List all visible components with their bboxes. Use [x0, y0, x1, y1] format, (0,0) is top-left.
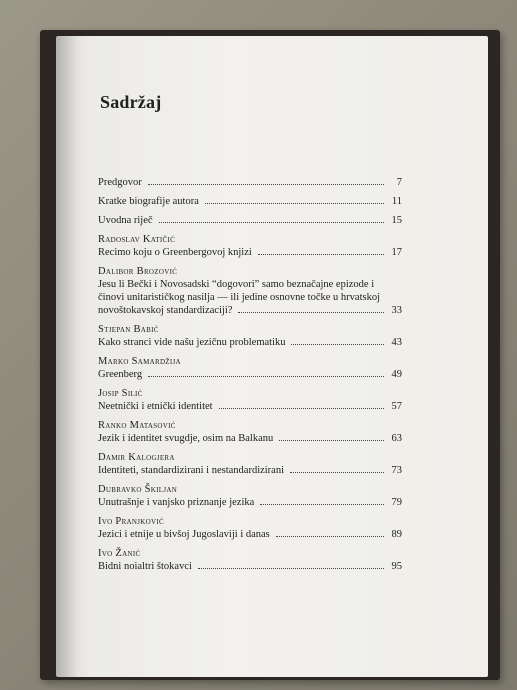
toc-page-number: 89 [391, 529, 402, 540]
toc-title: Greenberg [98, 369, 143, 380]
page-title: Sadržaj [100, 92, 162, 112]
toc-title: Neetnički i etnički identitet [98, 401, 213, 412]
dot-leader [148, 184, 384, 185]
toc-page-number: 95 [391, 561, 402, 572]
toc-title: Kratke biografije autora [98, 196, 199, 207]
table-of-contents [98, 176, 402, 579]
toc-line [98, 176, 402, 189]
toc-entry [98, 387, 402, 413]
dot-leader [198, 568, 384, 569]
toc-line [98, 304, 402, 317]
toc-line [98, 400, 402, 413]
toc-page-number: 79 [391, 497, 402, 508]
toc-entry [98, 483, 402, 509]
toc-line [98, 528, 402, 541]
toc-page-number: 15 [391, 215, 402, 226]
toc-entry [98, 515, 402, 541]
toc-line [98, 336, 402, 349]
toc-page-number: 49 [391, 369, 402, 380]
toc-page-number: 17 [391, 247, 402, 258]
toc-line [98, 496, 402, 509]
toc-entry [98, 176, 402, 189]
toc-author: Stjepan Babić [98, 324, 159, 335]
toc-page-number: 11 [391, 196, 402, 207]
toc-line [98, 195, 402, 208]
toc-line [98, 368, 402, 381]
dot-leader [279, 440, 384, 441]
toc-title: Jezik i identitet svugdje, osim na Balkanu [98, 433, 274, 444]
page-gutter-shadow [56, 36, 78, 677]
toc-author: Dubravko Škiljan [98, 484, 178, 495]
toc-author: Dalibor Brozović [98, 266, 178, 277]
toc-line [98, 464, 402, 477]
dot-leader [159, 222, 384, 223]
toc-entry [98, 323, 402, 349]
toc-line [98, 214, 402, 227]
toc-title-line: Jesu li Bečki i Novosadski “dogovori” samo beznačajne epizode i [98, 279, 375, 290]
dot-leader [260, 504, 384, 505]
dot-leader [276, 536, 384, 537]
toc-line [98, 432, 402, 445]
toc-entry [98, 451, 402, 477]
toc-title: Bidni noialtri štokavci [98, 561, 192, 572]
toc-entry [98, 233, 402, 259]
toc-entry [98, 214, 402, 227]
toc-line [98, 560, 402, 573]
toc-page-number: 33 [391, 305, 402, 316]
toc-author: Josip Silić [98, 388, 143, 399]
toc-page-number: 73 [391, 465, 402, 476]
dot-leader [219, 408, 384, 409]
toc-author: Marko Samardžija [98, 356, 181, 367]
dot-leader [290, 472, 384, 473]
toc-author: Damir Kalogjera [98, 452, 175, 463]
toc-page-number: 57 [391, 401, 402, 412]
toc-title: Identiteti, standardizirani i nestandardizirani [98, 465, 285, 476]
toc-page-number: 63 [391, 433, 402, 444]
toc-title: Kako stranci vide našu jezičnu problematiku [98, 337, 286, 348]
toc-page-number: 43 [391, 337, 402, 348]
toc-page-number: 7 [396, 177, 402, 188]
toc-line [98, 246, 402, 259]
toc-title: novoštokavskoj standardizaciji? [98, 305, 233, 316]
toc-title-line: činovi unitarističkog nasilja — ili jedine osnovne točke u hrvatskoj [98, 292, 380, 303]
toc-entry [98, 419, 402, 445]
dot-leader [291, 344, 384, 345]
toc-author: Ivo Žanić [98, 548, 141, 559]
toc-title: Uvodna riječ [98, 215, 153, 226]
toc-entry [98, 547, 402, 573]
toc-title: Unutrašnje i vanjsko priznanje jezika [98, 497, 255, 508]
dot-leader [238, 312, 384, 313]
toc-title: Jezici i etnije u bivšoj Jugoslaviji i danas [98, 529, 270, 540]
toc-entry [98, 195, 402, 208]
dot-leader [258, 254, 384, 255]
toc-author: Ranko Matasović [98, 420, 176, 431]
dot-leader [205, 203, 384, 204]
toc-entry [98, 355, 402, 381]
toc-author: Radoslav Katičić [98, 234, 176, 245]
dot-leader [148, 376, 384, 377]
toc-entry [98, 265, 402, 317]
toc-title: Predgovor [98, 177, 142, 188]
toc-author: Ivo Pranjković [98, 516, 164, 527]
toc-title: Recimo koju o Greenbergovoj knjizi [98, 247, 252, 258]
